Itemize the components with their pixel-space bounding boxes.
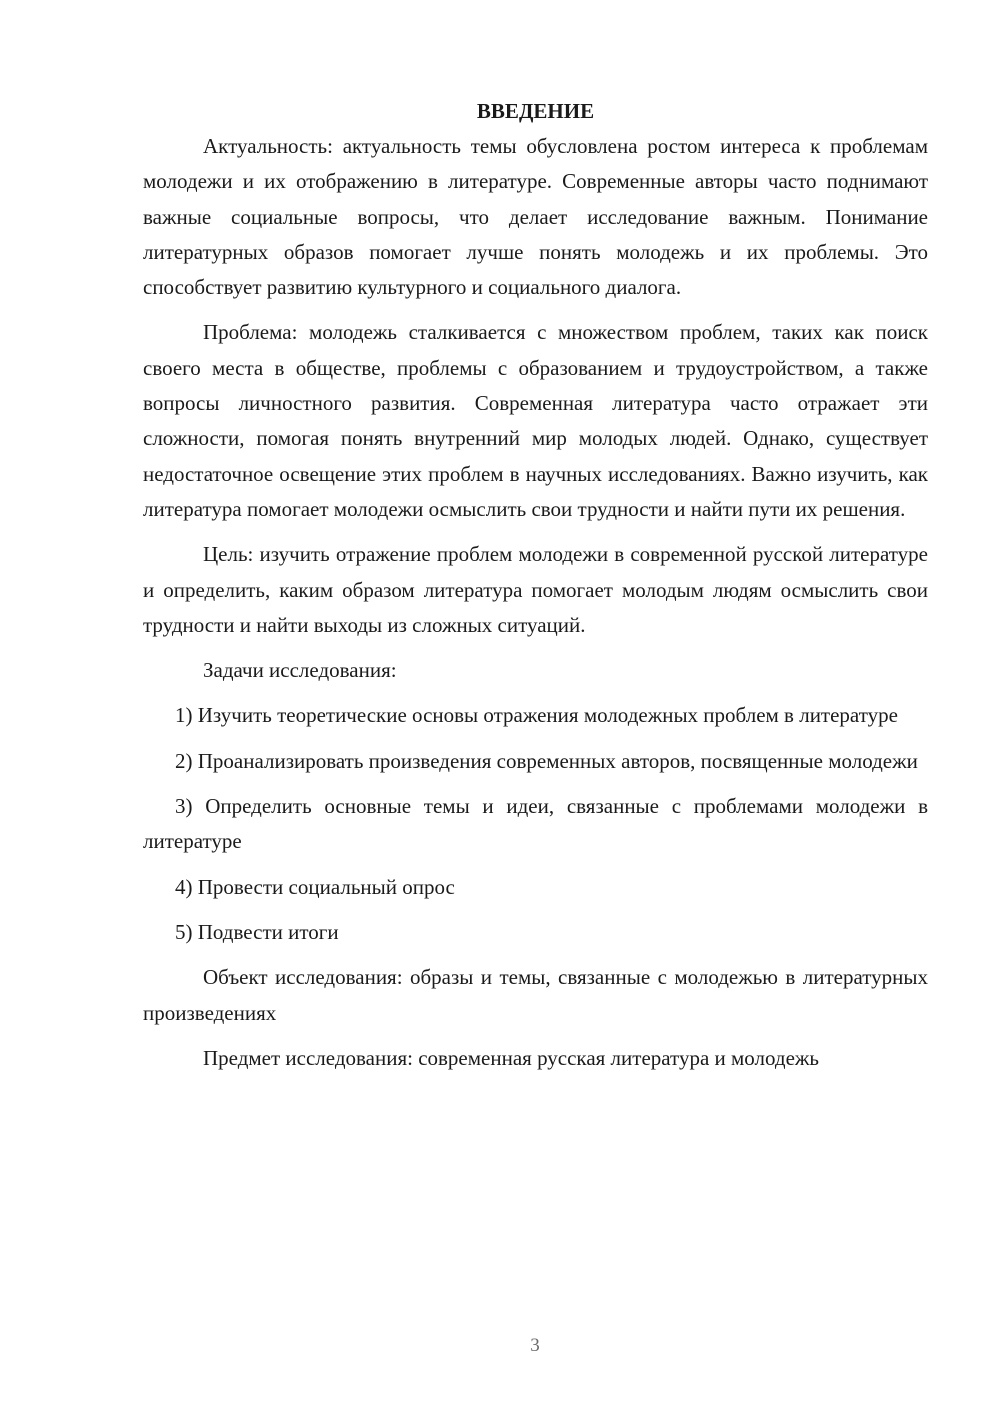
section-heading: ВВЕДЕНИЕ <box>476 99 595 123</box>
goal-paragraph: Цель: изучить отражение проблем молодежи в современной русской литературе и определить, каким образом литература помогает молодым людям осмыслить свои трудности и найти выходы из сложных ситуаций. <box>143 542 928 637</box>
object-paragraph: Объект исследования: образы и темы, связанные с молодежью в литературных произведениях <box>143 965 928 1025</box>
tasks-heading: Задачи исследования: <box>203 658 397 683</box>
document-page <box>143 93 928 1086</box>
page-number: 3 <box>530 1335 540 1356</box>
task-item-2: 2) Проанализировать произведения современных авторов, посвященные молодежи <box>175 748 918 773</box>
subject-paragraph: Предмет исследования: современная русская литература и молодежь <box>203 1045 819 1070</box>
task-item-4: 4) Провести социальный опрос <box>175 874 455 899</box>
task-item-5: 5) Подвести итоги <box>175 919 339 944</box>
task-item-3: 3) Определить основные темы и идеи, связанные с проблемами молодежи в литературе <box>143 794 928 854</box>
task-item-1: 1) Изучить теоретические основы отражения молодежных проблем в литературе <box>175 703 898 728</box>
relevance-paragraph: Актуальность: актуальность темы обусловлена ростом интереса к проблемам молодежи и их отображению в литературе. Современные авторы часто поднимают важные социальные вопросы, что делает исследование важным. Понимание литературных образов помогает лучше понять молодежь и их проблемы. Это способствует развитию культурного и социального диалога. <box>143 134 928 300</box>
problem-paragraph: Проблема: молодежь сталкивается с множеством проблем, таких как поиск своего места в обществе, проблемы с образованием и трудоустройством, а также вопросы личностного развития. Современная литература часто отражает эти сложности, помогая понять внутренний мир молодых людей. Однако, существует недостаточное освещение этих проблем в научных исследованиях. Важно изучить, как литература помогает молодежи осмыслить свои трудности и найти пути их решения. <box>143 320 928 521</box>
